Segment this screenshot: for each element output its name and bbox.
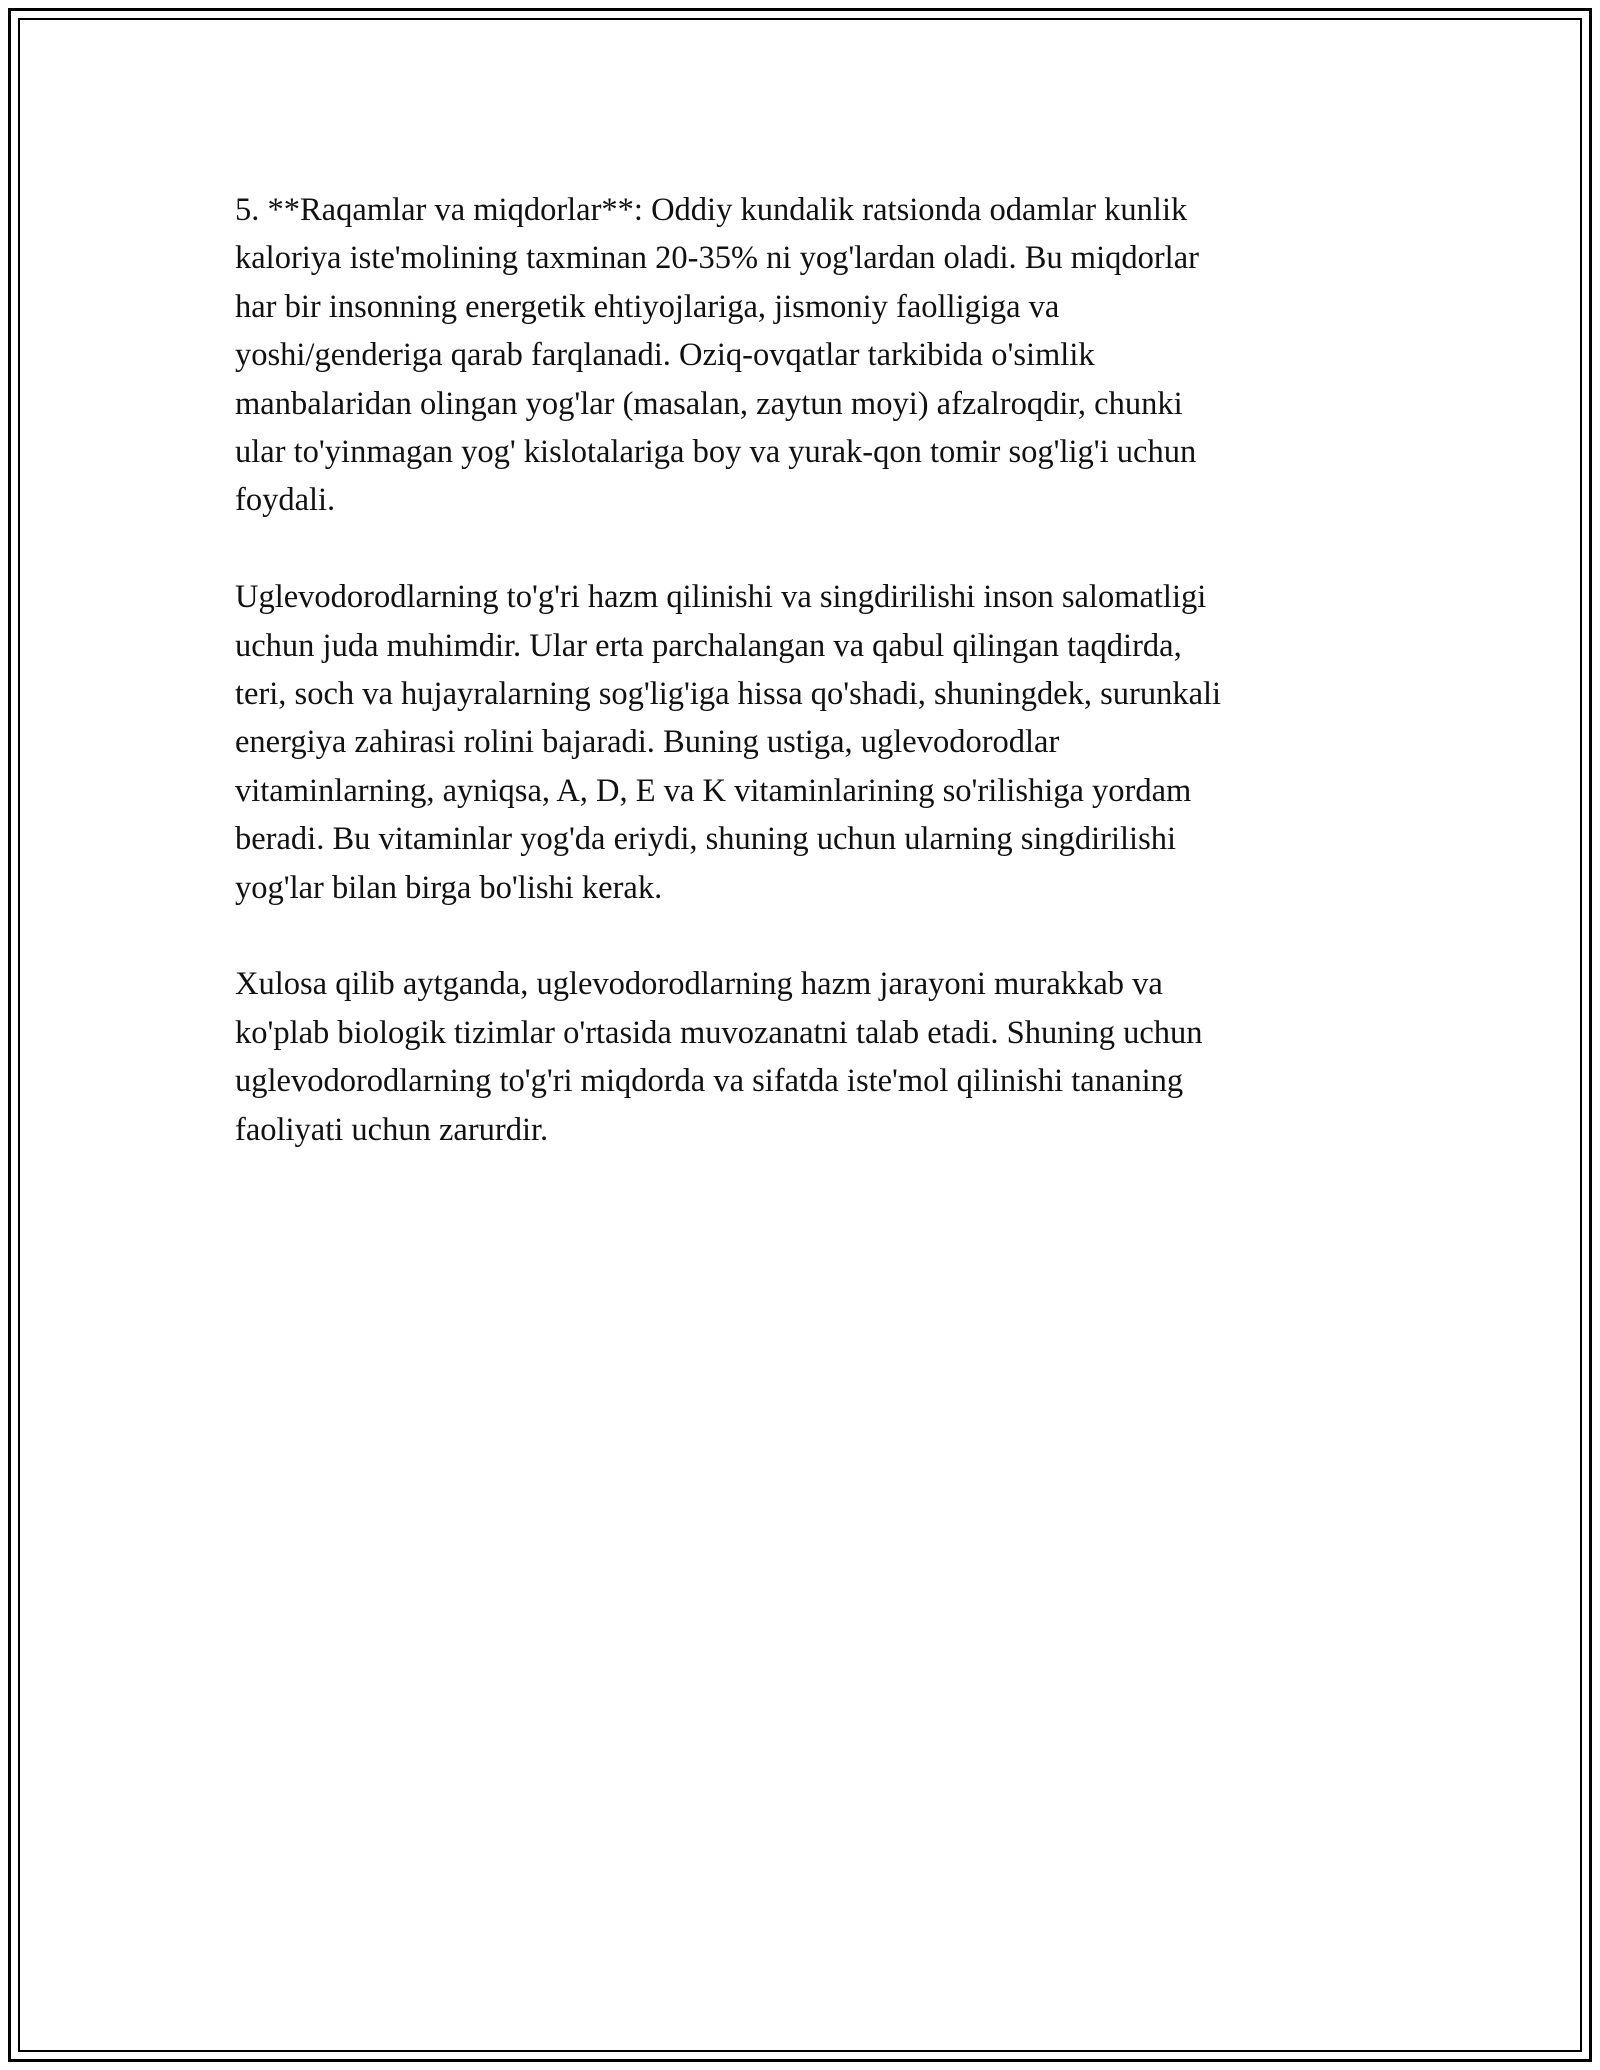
paragraph-digestion-importance: Uglevodorodlarning to'g'ri hazm qilinishi va singdirilishi inson salomatligi uchun juda muhimdir. Ular erta parchalangan va qabul qilingan taqdirda, teri, soch va hujayralarning sog'lig'iga hissa qo'shadi, shuningdek, surunkali energiya zahirasi rolini bajaradi. Buning ustiga, uglevodorodlar vitaminlarning, ayniqsa, A, D, E va K vitaminlarining so'rilishiga yordam beradi. Bu vitaminlar yog'da eriydi, shuning uchun ularning singdirilishi yog'lar bilan birga bo'lishi kerak. [235, 579, 1222, 906]
paragraph-fats-quantities: 5. **Raqamlar va miqdorlar**: Oddiy kundalik ratsionda odamlar kunlik kaloriya iste'molining taxminan 20-35% ni yog'lardan oladi. Bu miqdorlar har bir insonning energetik ehtiyojlariga, jismoniy faolligiga va yoshi/genderiga qarab farqlanadi. Oziq-ovqatlar tarkibida o'simlik manbalaridan olingan yog'lar (masalan, zaytun moyi) afzalroqdir, chunki ular to'yinmagan yog' kislotalariga boy va yurak-qon tomir sog'lig'i uchun foydali. [235, 192, 1199, 519]
paragraph-conclusion: Xulosa qilib aytganda, uglevodorodlarning hazm jarayoni murakkab va ko'plab biologik tizimlar o'rtasida muvozanatni talab etadi. Shuning uchun uglevodorodlarning to'g'ri miqdorda va sifatda iste'mol qilinishi tananing faoliyati uchun zarurdir. [235, 966, 1203, 1148]
document-body [235, 186, 1365, 1202]
